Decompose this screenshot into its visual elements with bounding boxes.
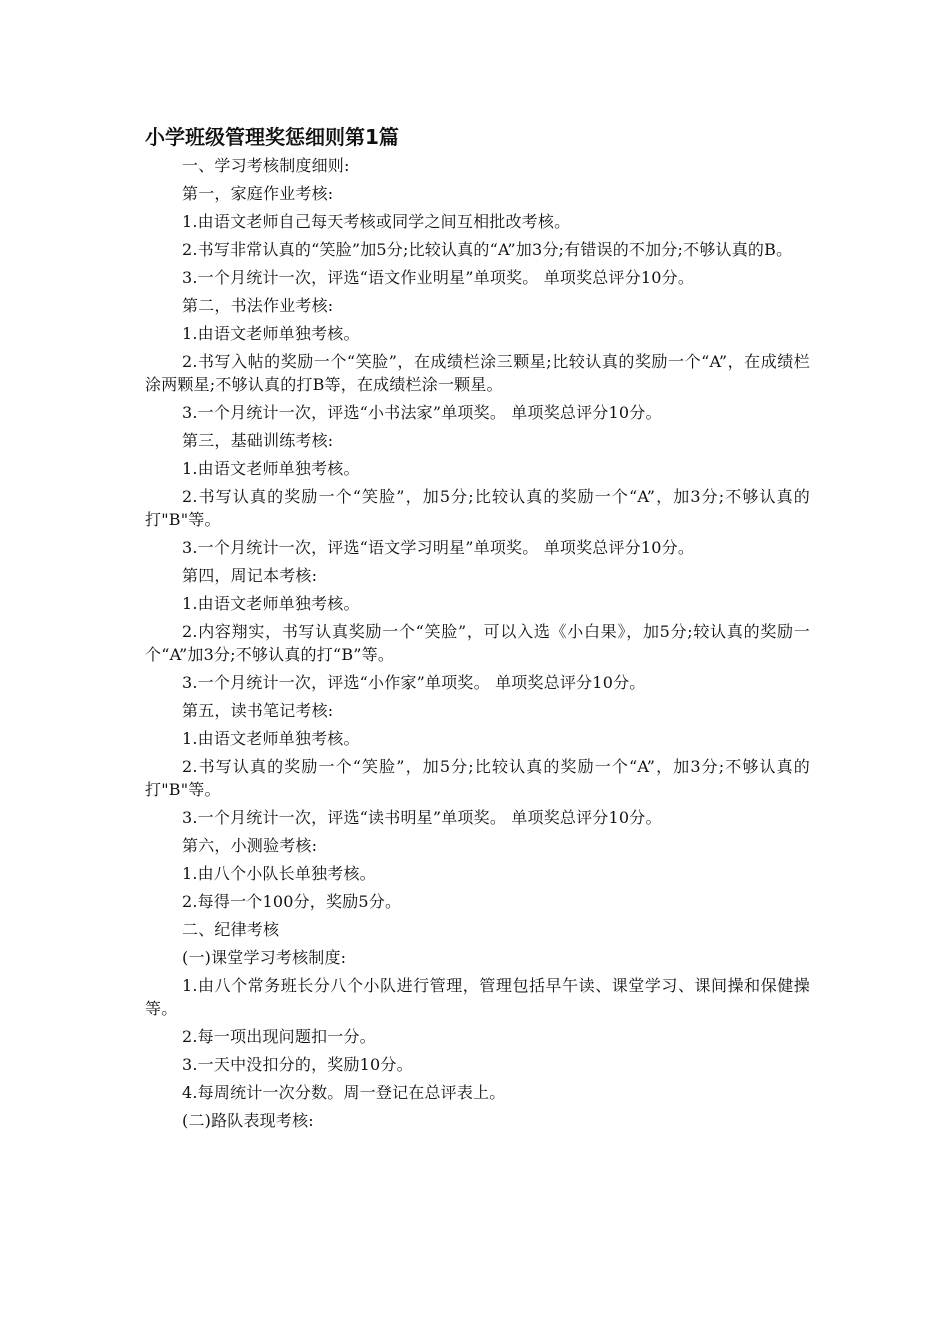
paragraph: 3.一个月统计一次，评选“读书明星”单项奖。 单项奖总评分10分。 xyxy=(182,808,662,827)
paragraph: 1.由语文老师单独考核。 xyxy=(182,594,360,613)
subsection-heading: (二)路队表现考核: xyxy=(182,1111,314,1130)
paragraph: 3.一个月统计一次，评选“小书法家”单项奖。 单项奖总评分10分。 xyxy=(182,403,662,422)
section-heading: 一、学习考核制度细则: xyxy=(182,156,350,175)
paragraph: 3.一个月统计一次，评选“语文学习明星”单项奖。 单项奖总评分10分。 xyxy=(182,538,695,557)
paragraph: 2.内容翔实，书写认真奖励一个“笑脸”，可以入选《小白果》，加5分;较认真的奖励一个“A”加3分;不够认真的打“B”等。 xyxy=(145,622,810,664)
paragraph: 2.书写认真的奖励一个“笑脸”，加5分;比较认真的奖励一个“A”，加3分;不够认真的打"B"等。 xyxy=(145,757,810,799)
paragraph: 2.每得一个100分，奖励5分。 xyxy=(182,892,402,911)
paragraph: 2.书写认真的奖励一个“笑脸”，加5分;比较认真的奖励一个“A”，加3分;不够认真的打"B"等。 xyxy=(145,487,810,529)
paragraph: 1.由八个常务班长分八个小队进行管理，管理包括早午读、课堂学习、课间操和保健操等。 xyxy=(145,976,810,1018)
subsection-heading: 第三，基础训练考核: xyxy=(182,431,334,450)
document-title: 小学班级管理奖惩细则第1篇 xyxy=(145,125,399,149)
paragraph: 1.由语文老师单独考核。 xyxy=(182,729,360,748)
paragraph: 3.一个月统计一次，评选“语文作业明星”单项奖。 单项奖总评分10分。 xyxy=(182,268,695,287)
subsection-heading: 第五，读书笔记考核: xyxy=(182,701,334,720)
subsection-heading: 第四，周记本考核: xyxy=(182,566,318,585)
paragraph: 1.由语文老师自己每天考核或同学之间互相批改考核。 xyxy=(182,212,571,231)
paragraph: 2.书写入帖的奖励一个“笑脸”，在成绩栏涂三颗星;比较认真的奖励一个“A”，在成绩栏涂两颗星;不够认真的打B等，在成绩栏涂一颗星。 xyxy=(145,352,810,394)
paragraph: 3.一天中没扣分的，奖励10分。 xyxy=(182,1055,413,1074)
document-page xyxy=(145,122,810,1137)
paragraph: 2.每一项出现问题扣一分。 xyxy=(182,1027,376,1046)
paragraph: 2.书写非常认真的“笑脸”加5分;比较认真的“A”加3分;有错误的不加分;不够认真的B。 xyxy=(182,240,793,259)
subsection-heading: 第六，小测验考核: xyxy=(182,836,318,855)
paragraph: 1.由语文老师单独考核。 xyxy=(182,324,360,343)
subsection-heading: 第二，书法作业考核: xyxy=(182,296,334,315)
subsection-heading: 第一，家庭作业考核: xyxy=(182,184,334,203)
paragraph: 3.一个月统计一次，评选“小作家”单项奖。 单项奖总评分10分。 xyxy=(182,673,646,692)
section-heading: 二、纪律考核 xyxy=(182,920,280,939)
paragraph: 1.由八个小队长单独考核。 xyxy=(182,864,376,883)
paragraph: 1.由语文老师单独考核。 xyxy=(182,459,360,478)
subsection-heading: (一)课堂学习考核制度: xyxy=(182,948,347,967)
paragraph: 4.每周统计一次分数。周一登记在总评表上。 xyxy=(182,1083,506,1102)
